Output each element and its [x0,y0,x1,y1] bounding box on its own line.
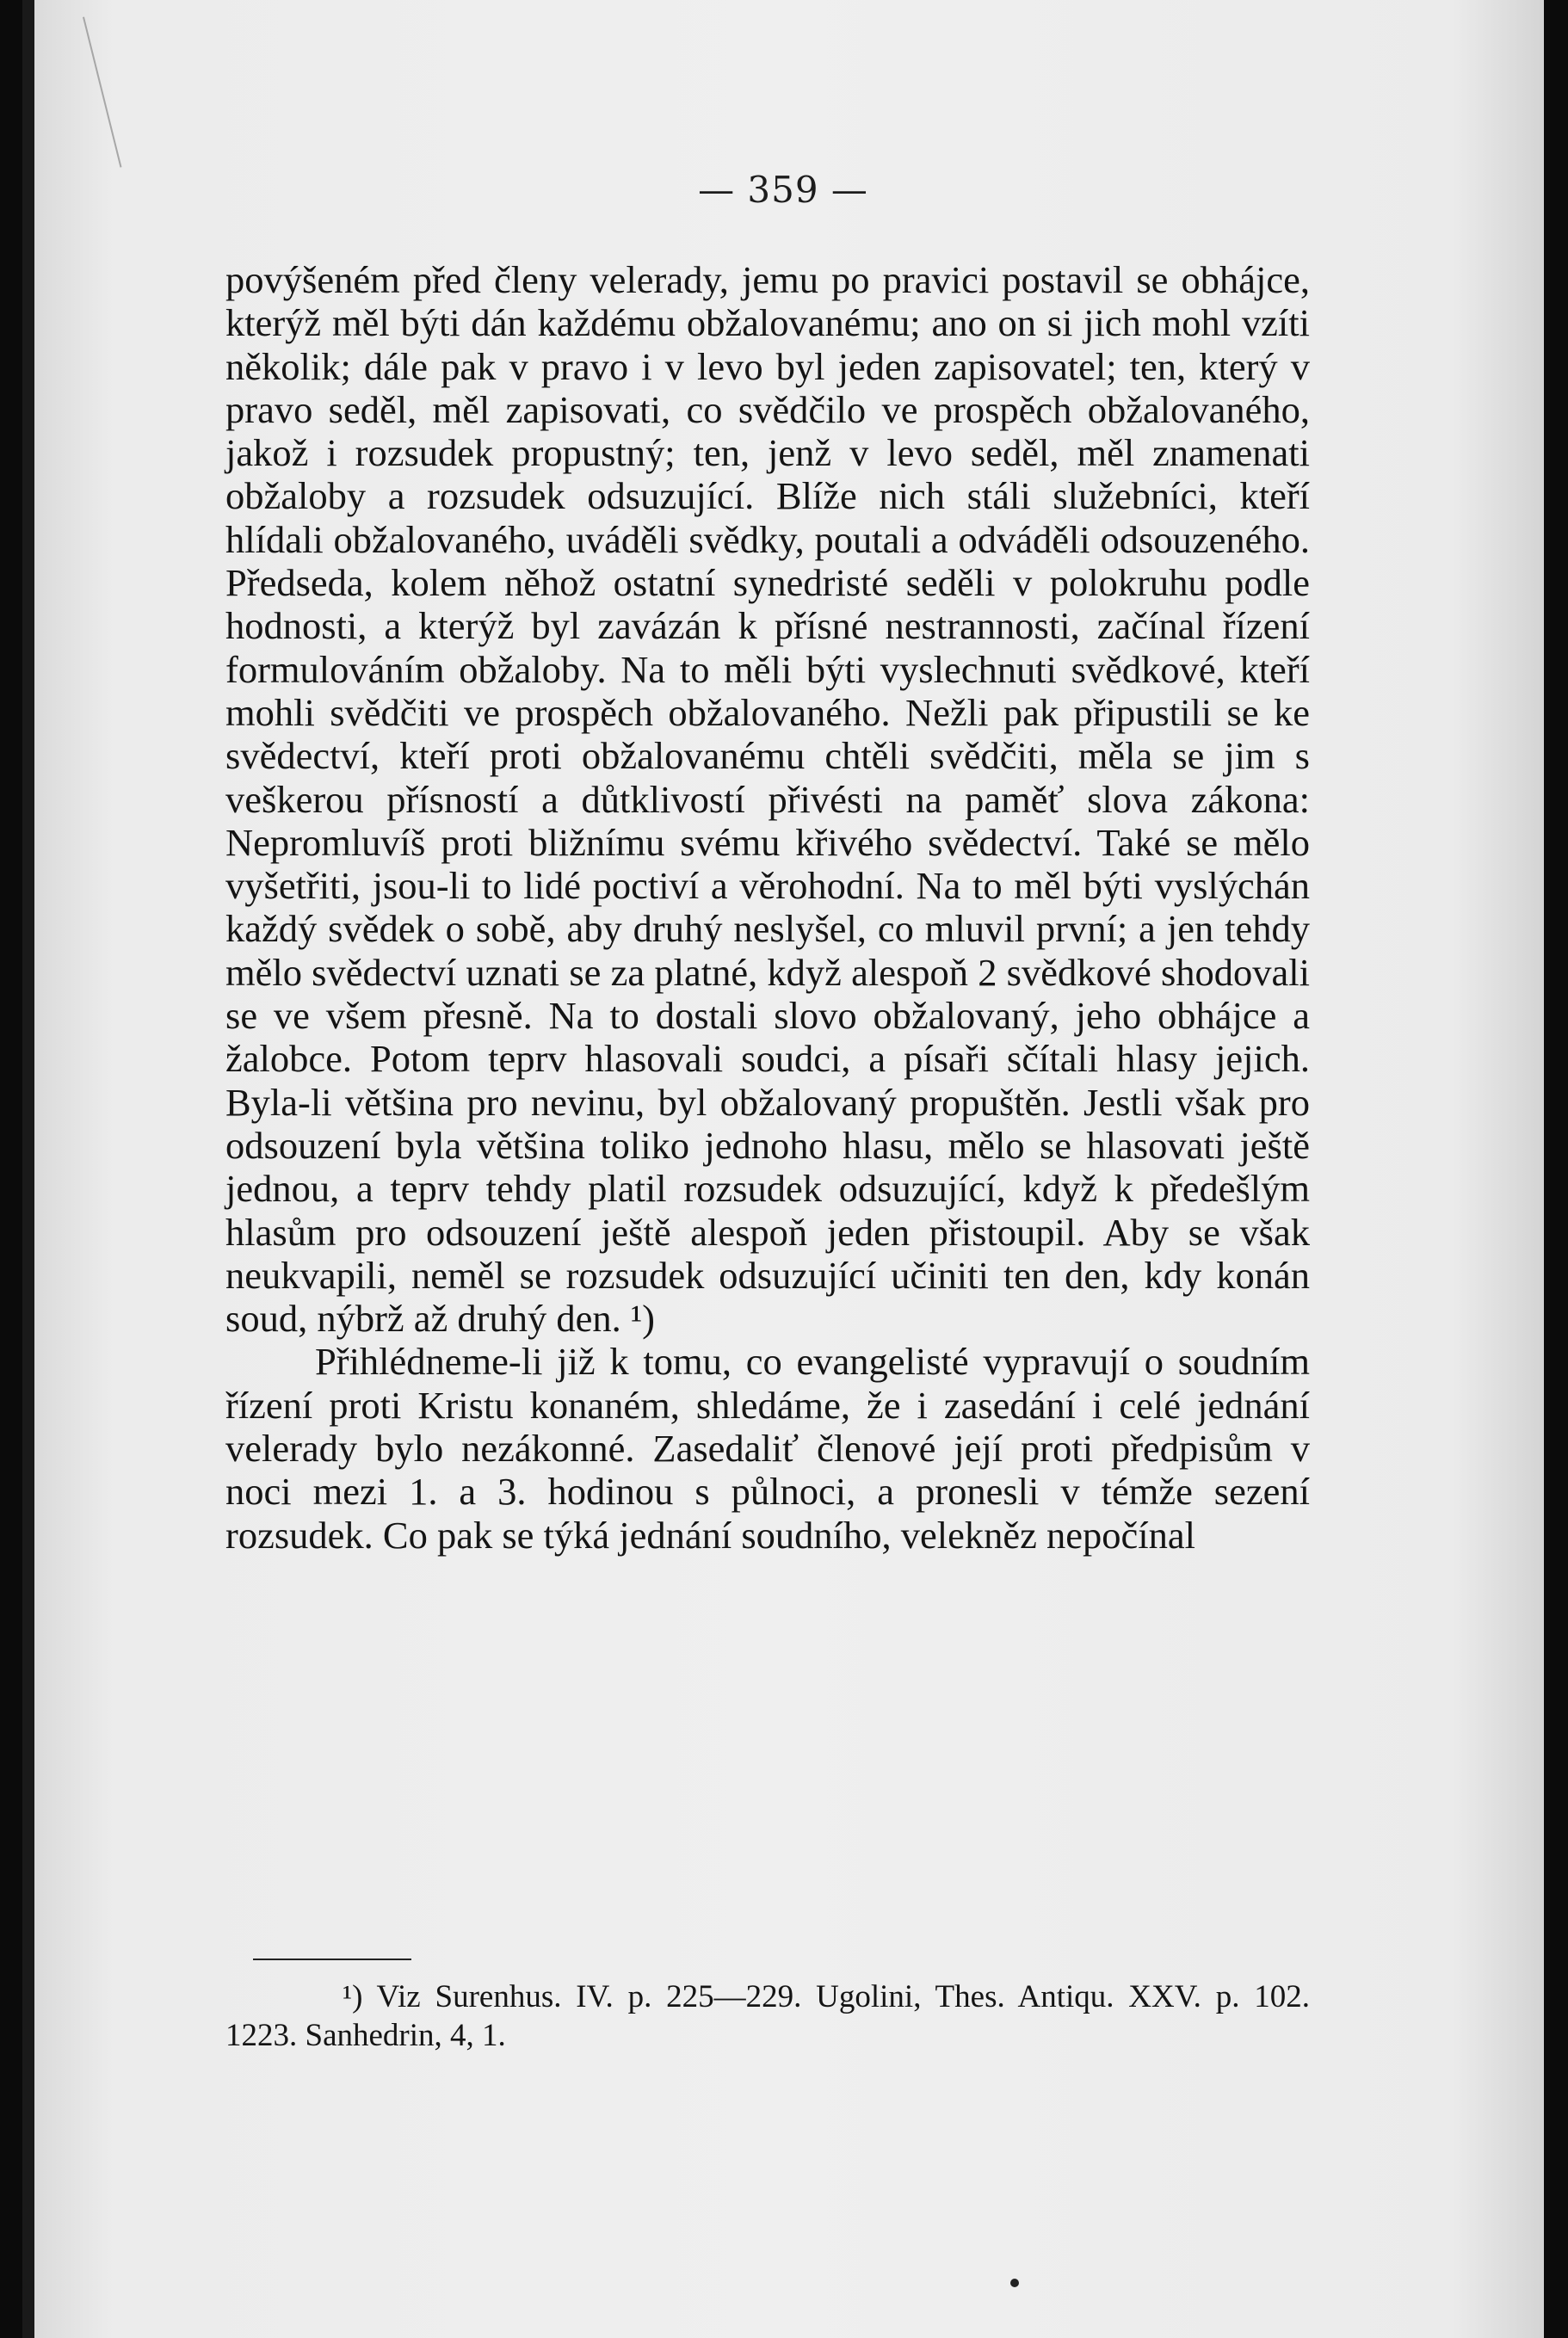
paper-crease [83,17,121,168]
print-speck [1010,2279,1019,2287]
book-page [22,0,1544,2338]
footnote-separator [253,1959,411,1960]
footnote: ¹) Viz Surenhus. IV. p. 225—229. Ugolini, Thes. Antiqu. XXV. p. 102. 1223. Sanhedrin, 4, 1. [225,1979,1310,2053]
page-binding-edge [22,0,34,2338]
page-number: — 359 — [698,169,868,211]
paragraph-1: povýšeném před členy velerady, jemu po pravici postavil se obhájce, kterýž měl býti dán každému obžalovanému; ano on si jich mohl vzíti několik; dále pak v pravo i v levo byl jeden zapisovatel; ten, který v pravo seděl, měl zapisovati, co svědčilo ve prospěch obžalovaného, jakož i rozsudek propustný; ten, jenž v levo seděl, měl znamenati obžaloby a rozsudek odsuzující. Blíže nich stáli služebníci, kteří hlídali obžalovaného, uváděli svědky, poutali a odváděli odsouzeného. Předseda, kolem něhož ostatní synedristé seděli v polokruhu podle hodnosti, a kterýž byl zavázán k přísné nestrannosti, začínal řízení formulováním obžaloby. Na to měli býti vyslechnuti svědkové, kteří mohli svědčiti ve prospěch obžalovaného. Nežli pak připustili se ke svědectví, kteří proti obžalovanému chtěli svědčiti, měla se jim s veškerou přísností a důtklivostí přivésti na paměť slova zákona: Nepromluvíš proti bližnímu svému křivého svědectví. Také se mělo vyšetřiti, jsou-li to lidé poctiví a věrohodní. Na to měl býti vyslýchán každý svědek o sobě, aby druhý neslyšel, co mluvil první; a jen tehdy mělo svědectví uznati se za platné, když alespoň 2 svědkové shodovali se ve všem přesně. Na to dostali slovo obžalovaný, jeho obhájce a žalobce. Potom teprv hlasovali soudci, a písaři sčítali hlasy jejich. Byla-li většina pro nevinu, byl obžalovaný propuštěn. Jestli však pro odsouzení byla většina toliko jednoho hlasu, mělo se hlasovati ještě jednou, a teprv tehdy platil rozsudek odsuzující, když k předešlým hlasům pro odsouzení ještě alespoň jeden přistoupil. Aby se však neukvapili, neměl se rozsudek odsuzující učiniti ten den, kdy konán soud, nýbrž až druhý den. ¹) [225,258,1310,1341]
paragraph-2: Přihlédneme-li již k tomu, co evangelisté vypravují o soudním řízení proti Kristu konaném, shledáme, že i zasedání i celé jednání velerady bylo nezákonné. Zasedaliť členové její proti předpisům v noci mezi 1. a 3. hodinou s půlnoci, a pronesli v témže sezení rozsudek. Co pak se týká jednání soudního, velekněz nepočínal [225,1340,1310,1557]
main-text [225,258,1310,1557]
